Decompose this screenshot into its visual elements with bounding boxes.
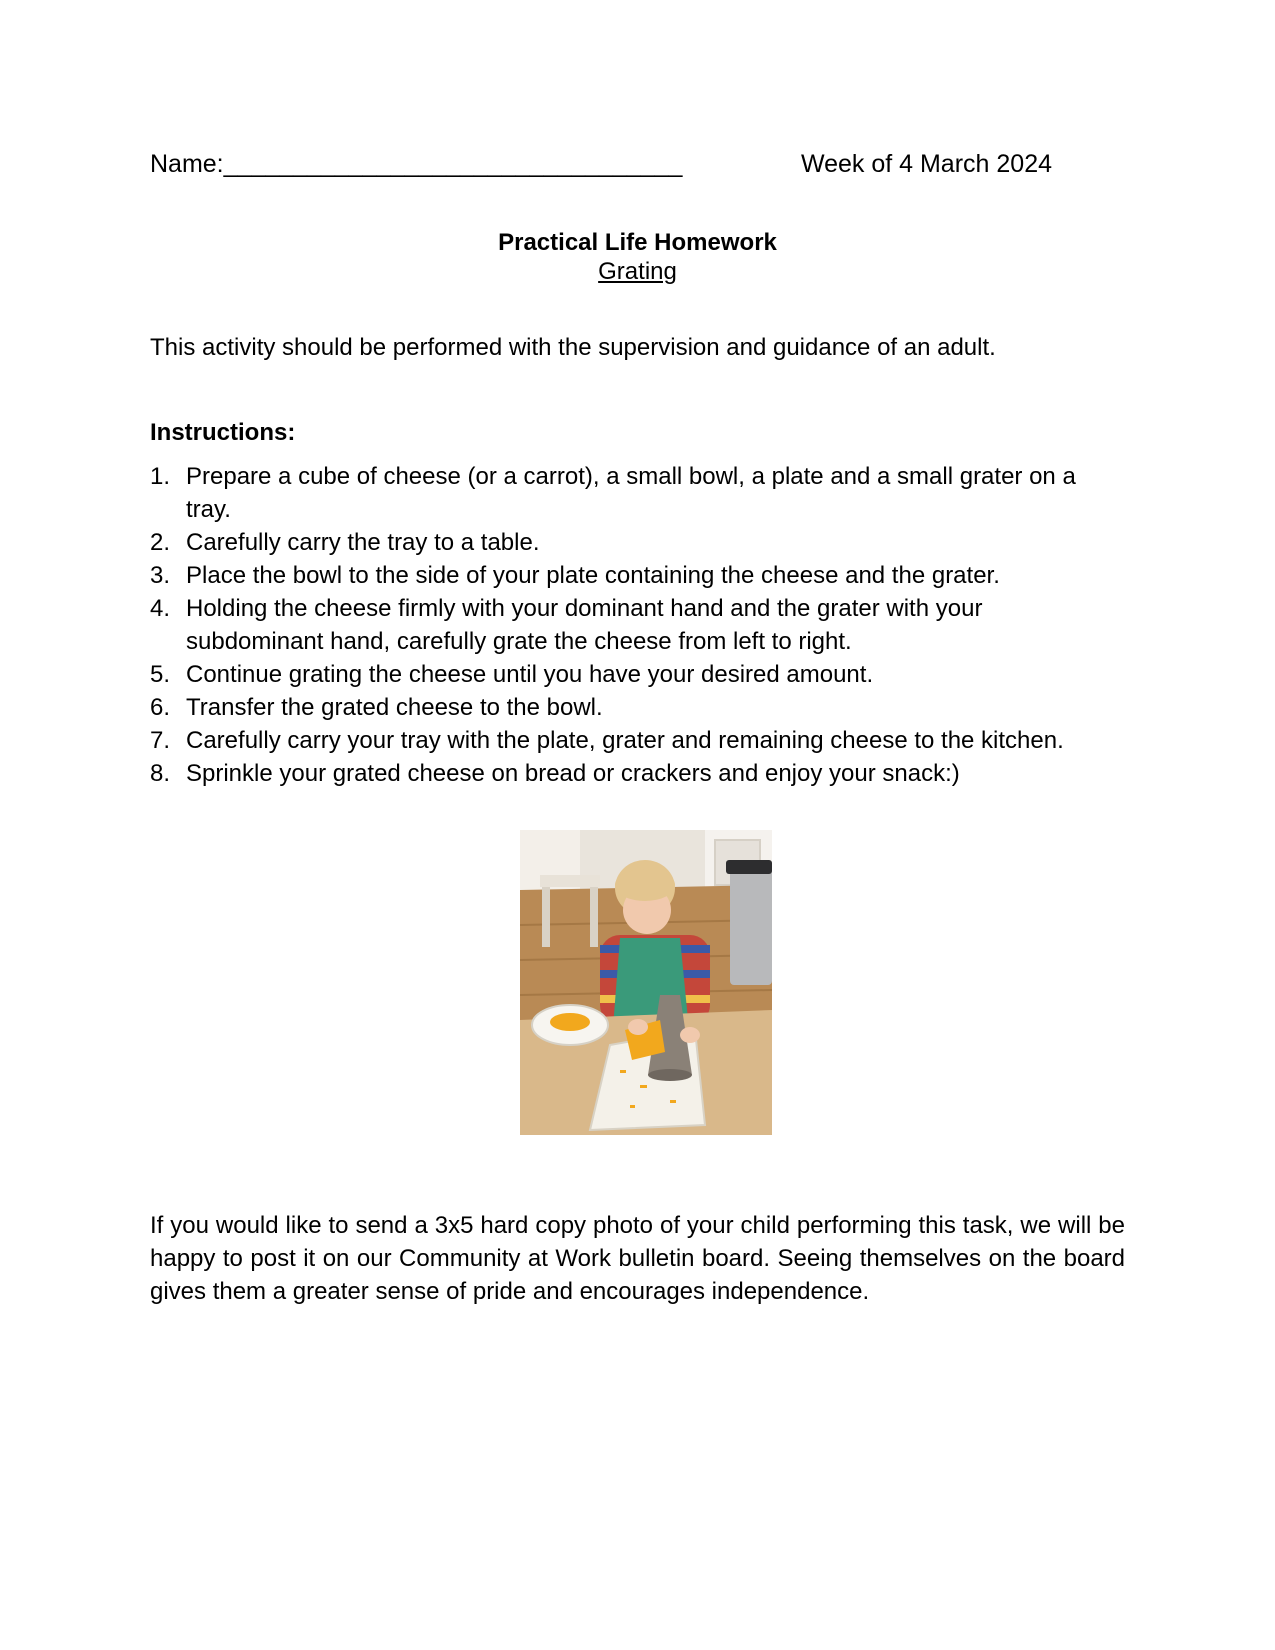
page-subtitle: Grating [598,258,677,285]
instruction-step [150,691,1125,724]
instruction-list [150,460,1125,790]
step-text: Holding the cheese firmly with your dominant hand and the grater with your subdominant hand, carefully grate the cheese from left to right. [186,595,983,655]
step-number: 6. [150,694,171,721]
step-text: Transfer the grated cheese to the bowl. [186,694,603,721]
instruction-step [150,460,1125,526]
instructions-heading: Instructions: [150,419,296,446]
step-number: 1. [150,463,171,490]
step-number: 4. [150,595,171,622]
instruction-step [150,658,1125,691]
instruction-step [150,757,1125,790]
step-text: Continue grating the cheese until you have your desired amount. [186,661,874,688]
step-text: Carefully carry your tray with the plate, grater and remaining cheese to the kitchen. [186,727,1064,754]
week-date: Week of 4 March 2024 [800,150,1052,178]
step-number: 7. [150,727,171,754]
step-number: 5. [150,661,171,688]
step-text: Place the bowl to the side of your plate containing the cheese and the grater. [186,562,1000,589]
step-number: 2. [150,529,171,556]
page-title: Practical Life Homework [498,229,777,256]
title-block [150,228,1125,286]
closing-paragraph: If you would like to send a 3x5 hard copy photo of your child performing this task, we will be happy to post it on our Community at Work bulletin board. Seeing themselves on the board gives them a greater sense of pride and encourages independence. [150,1212,1125,1305]
step-text: Sprinkle your grated cheese on bread or crackers and enjoy your snack:) [186,760,960,787]
step-number: 8. [150,760,171,787]
instruction-step [150,526,1125,559]
name-field-label: Name:_________________________________ [150,150,683,178]
photo-illustration [520,830,772,1135]
supervision-note: This activity should be performed with the supervision and guidance of an adult. [150,334,996,361]
step-text: Carefully carry the tray to a table. [186,529,540,556]
step-text: Prepare a cube of cheese (or a carrot), a small bowl, a plate and a small grater on a tray. [186,463,1076,523]
instruction-step [150,724,1125,757]
instruction-step [150,592,1125,658]
document-page [150,0,1125,1650]
instruction-step [150,559,1125,592]
header-row [150,146,1125,182]
step-number: 3. [150,562,171,589]
child-grating-photo [520,830,772,1135]
